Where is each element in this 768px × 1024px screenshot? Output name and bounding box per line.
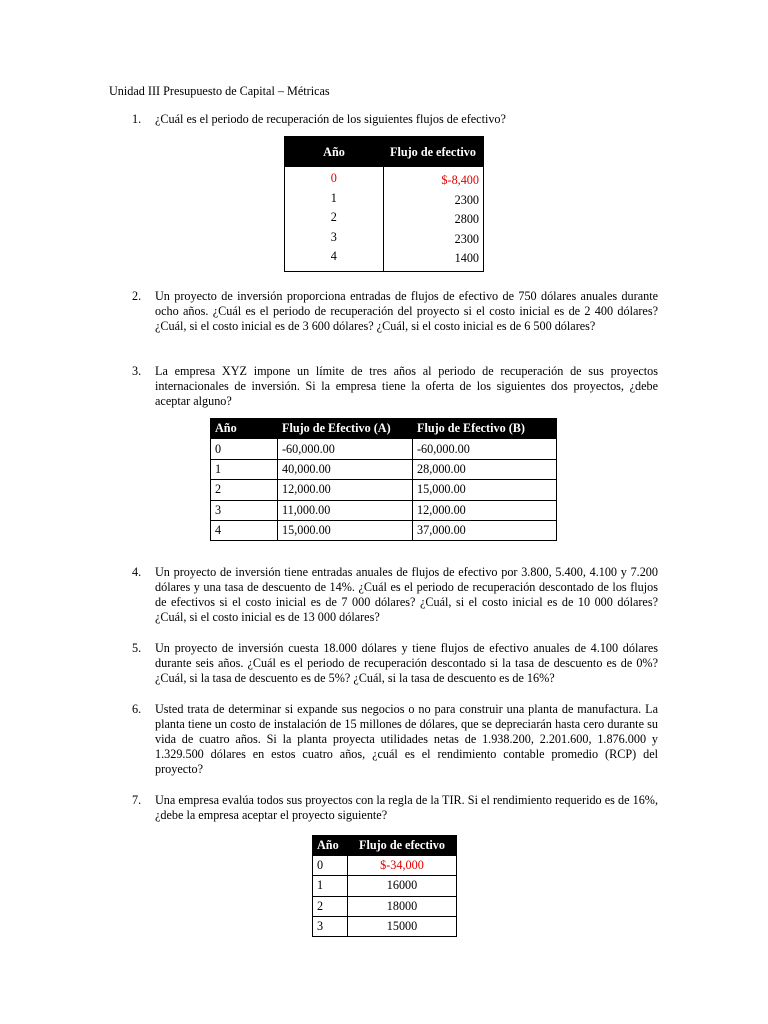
cash-flow-table-3 [312, 835, 457, 937]
table-row [211, 439, 557, 459]
year-cell: 0 [313, 856, 348, 876]
table-header-row [285, 137, 484, 168]
question-text: La empresa XYZ impone un límite de tres años al periodo de recuperación de sus proyectos internacionales de inversión. Si la empresa tiene la oferta de los siguientes dos proyectos, ¿debe aceptar alguno? [155, 364, 658, 408]
cash-flow-a-cell: 12,000.00 [278, 480, 413, 500]
year-cell: 4 [211, 520, 278, 540]
cash-flow-b-cell: -60,000.00 [413, 439, 557, 459]
year-cell: 1 [211, 459, 278, 479]
year-cell: 4 [330, 249, 337, 263]
question-number: 7. [132, 793, 142, 807]
cash-flow-cell: 2300 [454, 231, 479, 246]
question-number: 6. [132, 702, 142, 716]
cash-flow-b-cell: 28,000.00 [413, 459, 557, 479]
year-cell: 0 [330, 171, 337, 185]
cash-flow-cell: 15000 [348, 916, 457, 936]
page-title: Unidad III Presupuesto de Capital – Métricas [109, 84, 330, 98]
table-header-row [211, 419, 557, 439]
table-row [211, 520, 557, 540]
cash-flow-a-cell: 11,000.00 [278, 500, 413, 520]
question-3 [132, 364, 658, 409]
year-cell: 1 [330, 190, 337, 205]
question-text: Usted trata de determinar si expande sus negocios o no para construir una planta de manufactura. La planta tiene un costo de instalación de 15 millones de dólares, que se depreciarán hasta cero durante su vida de cuatro años. Si la planta proyecta utilidades netas de 1.938.200, 2.201.600, 1.876.000 y 1.329.500 dólares en estos cuatro años, ¿cuál es el rendimiento contable promedio (RCP) del proyecto? [155, 702, 658, 776]
table-row [313, 916, 457, 936]
question-6 [132, 702, 658, 777]
year-cell: 2 [313, 896, 348, 916]
question-text: Un proyecto de inversión cuesta 18.000 dólares y tiene flujos de efectivo anuales de 4.100 dólares durante seis años. ¿Cuál es el periodo de recuperación descontado si la tasa de descuento es de 0%? ¿Cuál, si la tasa de descuento es de 5%? ¿Cuál, si la tasa de descuento es de 16%? [155, 641, 658, 685]
cash-flow-cell: $-8,400 [441, 173, 479, 187]
year-cell: 1 [313, 876, 348, 896]
question-text: Una empresa evalúa todos sus proyectos con la regla de la TIR. Si el rendimiento requerido es de 16%, ¿debe la empresa aceptar el proyecto siguiente? [155, 793, 658, 822]
cash-flow-cell: 16000 [348, 876, 457, 896]
question-1 [132, 112, 658, 127]
cash-flow-a-cell: 40,000.00 [278, 459, 413, 479]
question-text: ¿Cuál es el periodo de recuperación de los siguientes flujos de efectivo? [155, 112, 506, 126]
question-number: 2. [132, 289, 142, 303]
header-cash-flow-a: Flujo de Efectivo (A) [278, 419, 413, 439]
year-cell: 2 [211, 480, 278, 500]
year-column [285, 167, 384, 271]
table-row [313, 876, 457, 896]
question-text: Un proyecto de inversión tiene entradas anuales de flujos de efectivo por 3.800, 5.400, 4.100 y 7.200 dólares y una tasa de descuento de 14%. ¿Cuál es el periodo de recuperación descontado de los flujos de efectivos si el costo inicial es de 7 000 dólares? ¿Cuál, si el costo inicial es de 10 000 dólares? ¿Cuál, si el costo inicial es de 13 000 dólares? [155, 565, 658, 624]
table-row [211, 500, 557, 520]
header-cash-flow: Flujo de efectivo [383, 137, 484, 168]
year-cell: 0 [211, 439, 278, 459]
question-number: 1. [132, 112, 142, 126]
year-cell: 3 [313, 916, 348, 936]
table-row [313, 896, 457, 916]
cash-flow-cell: 2300 [454, 192, 479, 207]
cash-flow-b-cell: 15,000.00 [413, 480, 557, 500]
question-text: Un proyecto de inversión proporciona entradas de flujos de efectivo de 750 dólares anuales durante ocho años. ¿Cuál es el periodo de recuperación del proyecto si el costo inicial es de 2 400 dólares? ¿Cuál, si el costo inicial es de 3 600 dólares? ¿Cuál, si el costo inicial es de 6 500 dólares? [155, 289, 658, 333]
header-year: Año [313, 836, 348, 856]
question-7 [132, 793, 658, 823]
question-4 [132, 565, 658, 625]
table-row [211, 459, 557, 479]
question-2 [132, 289, 658, 334]
cash-flow-cell: 18000 [348, 896, 457, 916]
cash-flow-b-cell: 12,000.00 [413, 500, 557, 520]
header-cash-flow: Flujo de efectivo [348, 836, 457, 856]
question-5 [132, 641, 658, 686]
table-row [313, 856, 457, 876]
year-cell: 3 [211, 500, 278, 520]
header-year: Año [211, 419, 278, 439]
cash-flow-a-cell: 15,000.00 [278, 520, 413, 540]
question-number: 4. [132, 565, 142, 579]
cash-flow-cell: 1400 [454, 251, 479, 265]
cash-flow-a-cell: -60,000.00 [278, 439, 413, 459]
cash-flow-b-cell: 37,000.00 [413, 520, 557, 540]
year-cell: 3 [330, 229, 337, 244]
table-body-row [285, 167, 484, 271]
cash-flow-table-1 [284, 136, 484, 272]
cash-flow-cell: $-34,000 [348, 856, 457, 876]
question-number: 3. [132, 364, 142, 378]
cash-flow-table-2 [210, 418, 557, 541]
table-header-row [313, 836, 457, 856]
cash-flow-column [383, 167, 484, 271]
header-cash-flow-b: Flujo de Efectivo (B) [413, 419, 557, 439]
header-year: Año [285, 137, 384, 168]
year-cell: 2 [330, 210, 337, 224]
question-number: 5. [132, 641, 142, 655]
table-row [211, 480, 557, 500]
cash-flow-cell: 2800 [454, 212, 479, 226]
